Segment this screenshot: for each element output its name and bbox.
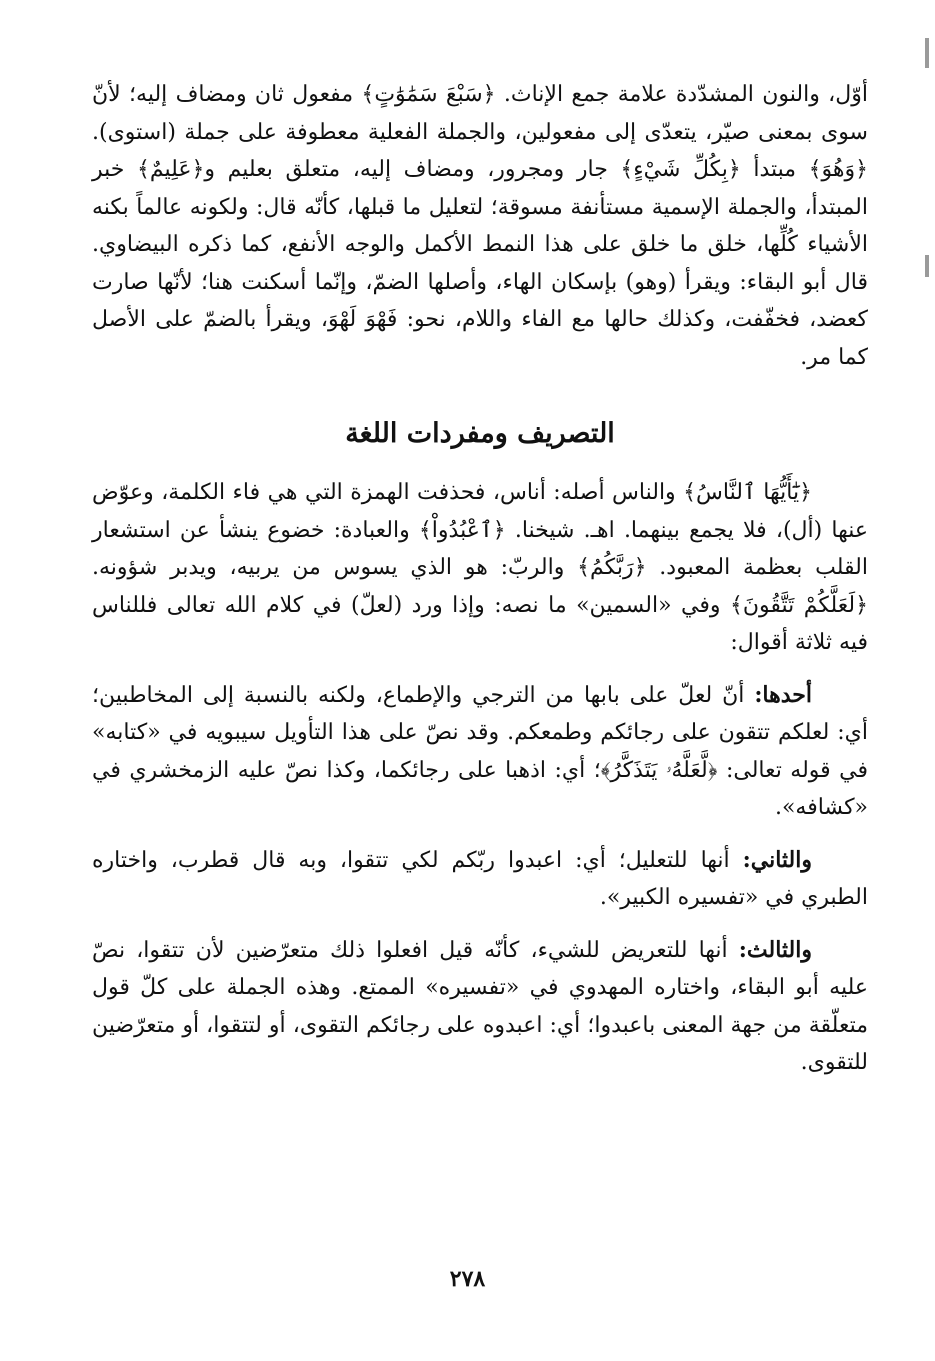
body-paragraph-1 [92,474,868,662]
page-number: ٢٧٨ [449,1266,486,1292]
intro-paragraph: أوّل، والنون المشدّدة علامة جمع الإناث. ﴿سَبْعَ سَمَٰوَٰتٍ﴾ مفعول ثان ومضاف إليه؛ لأنّ سوى بمعنى صيّر، يتعدّى إلى مفعولين، والجملة الفعلية معطوفة على جملة (استوى). ﴿وَهُوَ﴾ مبتدأ ﴿بِكُلِّ شَيْءٍ﴾ جار ومجرور، ومضاف إليه، متعلق بعليم و﴿عَلِيمٌ﴾ خبر المبتدأ، والجملة الإسمية مستأنفة مسوقة؛ لتعليل ما قبلها، كأنّه قال: ولكونه عالماً بكنه الأشياء كُلِّها، خلق ما خلق على هذا النمط الأكمل والوجه الأنفع، كما ذكره البيضاوي. قال أبو البقاء: ويقرأ (وهو) بإسكان الهاء، وأصلها الضمّ، وإنّما أسكنت هنا؛ لأنّها صارت كعضد، فخفّفت، وكذلك حالها مع الفاء واللام، نحو: فَهْوَ لَهْوَ، ويقرأ بالضمّ على الأصل كما مر. [92,82,868,370]
page-body [92,76,868,1082]
body-paragraph-3 [92,842,868,917]
paragraph-lead: أحدها: [754,681,812,708]
paragraph-text: أنها للتعليل؛ أي: اعبدوا ربّكم لكي تتقوا، وبه قال قطرب، واختاره الطبري في «تفسيره الكبير». [92,847,868,910]
paragraph-text: أنها للتعريض للشيء، كأنّه قيل افعلوا ذلك متعرّضين لأن تتقوا، نصّ عليه أبو البقاء، واختاره المهدوي في «تفسيره» الممتع. وهذه الجملة على كلّ قول متعلّقة من جهة المعنى باعبدوا؛ أي: اعبدوه على رجائكم التقوى، أو لتتقوا، أو متعرّضين للتقوى. [92,937,868,1075]
paragraph-lead: والثالث: [738,936,812,963]
scan-edge-mark [925,255,929,277]
paragraph-text: أنّ لعلّ على بابها من الترجي والإطماع، ولكنه بالنسبة إلى المخاطبين؛ أي: لعلكم تتقون على رجائكم وطمعكم. وقد نصّ على هذا التأويل سيبويه في «كتابه» في قوله تعالى: ﴿لَّعَلَّهُۥ يَتَذَكَّرُ﴾؛ أي: اذهبا على رجائكما، وكذا نصّ عليه الزمخشري في «كشافه». [92,682,868,820]
paragraph-text: ﴿يَٰٓأَيُّهَا ٱلنَّاسُ﴾ والناس أصله: أناس، فحذفت الهمزة التي هي فاء الكلمة، وعوّض عنها (أل)، فلا يجمع بينهما. اهـ. شيخنا. ﴿ٱعْبُدُواْ﴾ والعبادة: خضوع ينشأ عن استشعار القلب بعظمة المعبود. ﴿رَبَّكُمُ﴾ والربّ: هو الذي يسوس من يربيه، ويدبر شؤونه. ﴿لَعَلَّكُمْ تَتَّقُونَ﴾ وفي «السمين» ما نصه: وإذا ورد (لعلّ) في كلام الله تعالى فللناس فيه ثلاثة أقوال: [92,480,868,655]
scan-edge-mark [925,38,929,68]
section-heading: التصريف ومفردات اللغة [345,418,615,449]
body-paragraph-2 [92,677,868,827]
paragraph-lead: والثاني: [742,846,812,873]
body-paragraph-4 [92,932,868,1082]
